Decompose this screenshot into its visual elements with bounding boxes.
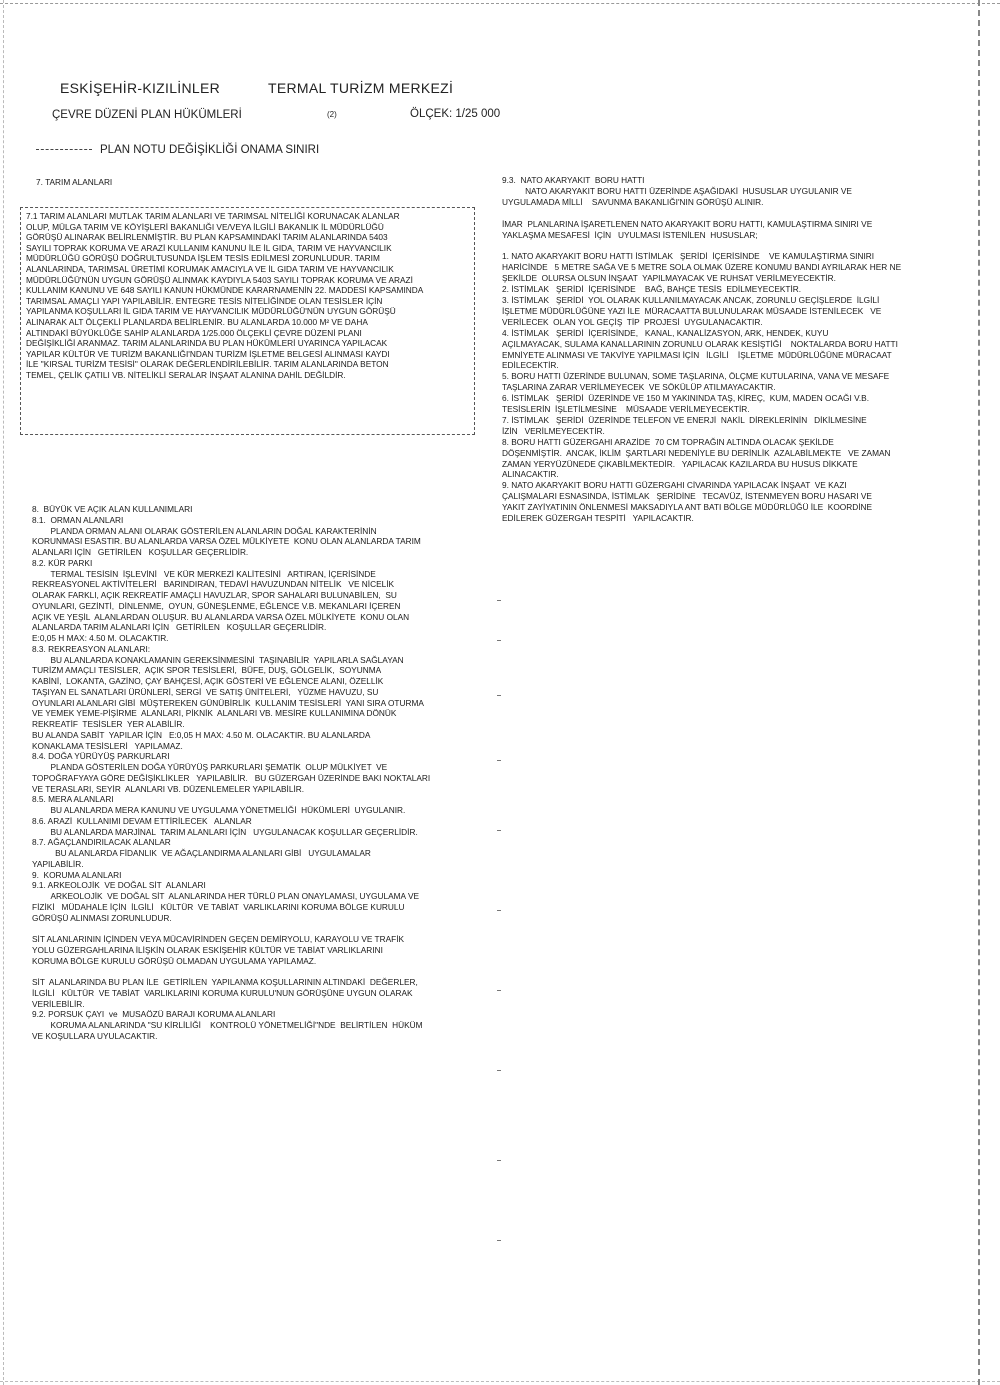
scan-border-bottom xyxy=(0,1381,1000,1382)
title-project: TERMAL TURİZM MERKEZİ xyxy=(268,80,454,96)
document-subtitle: ÇEVRE DÜZENİ PLAN HÜKÜMLERİ xyxy=(52,109,242,121)
section-7-title: 7. TARIM ALANLARI xyxy=(36,177,113,187)
title-location: ESKİŞEHİR-KIZILİNLER xyxy=(60,80,221,96)
scan-border-right xyxy=(978,0,980,1385)
column-divider-marks xyxy=(497,600,503,1300)
scan-border-left xyxy=(3,0,4,1385)
section-9-3-text: 9.3. NATO AKARYAKIT BORU HATTI NATO AKARYAKIT BORU HATTI ÜZERİNDE AŞAĞIDAKİ HUSUSLAR UYGULANIR VE UYGULAMADA MİLLİ SAVUNMA BAKANLIĞI'NIN GÖRÜŞÜ ALINIR. İMAR PLANLARINA İŞARETLENEN NATO AKARYAKIT BORU HATTI, KAMULAŞTIRMA SINIRI VE YAKLAŞMA MESAFESİ İÇİN UYULMASI İSTENİLEN HUSUSLAR; 1. NATO AKARYAKIT BORU HATTI İSTİMLAK ŞERİDİ İÇERİSİNDE VE KAMULAŞTIRMA SINIRI HARİCİNDE 5 METRE SAĞA VE 5 METRE SOLA OLMAK ÜZERE KONUMU BANDI AYRILARAK HER NE ŞEKİLDE OLURSA OLSUN İNŞAAT YAPILMAYACAK VE RUHSAT VERİLMEYECEKTİR. 2. İSTİMLAK ŞERİDİ İÇERİSİNDE BAĞ, BAHÇE TESİS EDİLMEYECEKTİR. 3. İSTİMLAK ŞERİDİ YOL OLARAK KULLANILMAYACAK ANCAK, ZORUNLU GEÇİŞLERDE İLGİLİ İŞLETME MÜDÜRLÜĞÜNE YAZI İLE MÜRACAATTA BULUNULARAK MÜSAADE İSTENİLECEK VE VERİLECEK OLAN YOL GEÇİŞ TİP PROJESİ UYGULANACAKTIR. 4. İSTİMLAK ŞERİDİ İÇERİSİNDE, KANAL, KANALİZASYON, ARK, HENDEK, KUYU AÇILMAYACAK, SULAMA KANALLARININ ZORUNLU OLARAK KESİŞTİĞİ NOKTALARDA BORU HATTI EMNİYETE ALINMASI VE TAKVİYE YAPILMASI İÇİN İLGİLİ İŞLETME MÜDÜRLÜĞÜNE MÜRACAAT EDİLECEKTİR. 5. BORU HATTI ÜZERİNDE BULUNAN, SOME TAŞLARINA, ÖLÇME KUTULARINA, VANA VE MESAFE TAŞLARINA ZARAR VERİLMEYECEK VE SÖKÜLÜP ATILMAYACAKTIR. 6. İSTİMLAK ŞERİDİ ÜZERİNDE VE 150 M YAKININDA TAŞ, KİREÇ, KUM, MADEN OCAĞI V.B. TESİSLERİN İŞLETİLMESİNE MÜSAADE VERİLMEYECEKTİR. 7. İSTİMLAK ŞERİDİ ÜZERİNDE TELEFON VE ENERJİ NAKİL DİREKLERİNİN DİKİLMESİNE İZİN VERİLMEYECEKTİR. 8. BORU HATTI GÜZERGAHI ARAZİDE 70 CM TOPRAĞIN ALTINDA OLACAK ŞEKİLDE DÖŞENMİŞTİR. ANCAK, İKLİM ŞARTLARI NEDENİYLE BU DERİNLİK AZALABİLMEKTE VE ZAMAN ZAMAN YERYÜZÜNEDE ÇIKABİLMEKTEDİR. YAPILACAK KAZILARDA BU HUSUS DİKKATE ALINACAKTIR. 9. NATO AKARYAKIT BORU HATTI GÜZERGAHI CİVARINDA YAPILACAK İNŞAAT VE KAZI ÇALIŞMALARI ESNASINDA, İSTİMLAK ŞERİDİNE TECAVÜZ, İSTENMEYEN BORU HASARI VE YAKIT ZAYİYATININ ÖNLENMESİ MAKSADIYLA ANT BATI BÖLGE MÜDÜRLÜĞÜ İLE KOORDİNE EDİLEREK GÜZERGAH TESPİTİ YAPILACAKTIR. xyxy=(502,175,902,524)
page-marker: (2) xyxy=(327,110,337,119)
legend-dashed-line xyxy=(36,149,92,150)
legend-label: PLAN NOTU DEĞİŞİKLİĞİ ONAMA SINIRI xyxy=(100,144,320,156)
section-7-1-text: 7.1 TARIM ALANLARI MUTLAK TARIM ALANLARI VE TARIMSAL NİTELİĞİ KORUNACAK ALANLAR OLUP, MÜLGA TARIM VE KÖYİŞLERİ BAKANLIĞI VE/VEYA İLGİLİ BAKANLIK İL MÜDÜRLÜĞÜ GÖRÜŞÜ ALINARAK BELİRLENMİŞTİR. BU PLAN KAPSAMINDAKİ TARIM ALANLARINDA 5403 SAYILI TOPRAK KORUMA VE ARAZİ KULLANIM KANUNU İLE İL GIDA, TARIM VE HAYVANCILIK MÜDÜRLÜĞÜ GÖRÜŞÜ DOĞRULTUSUNDA İŞLEM TESİS EDİLMESİ ZORUNLUDUR. TARIM ALANLARINDA, TARIMSAL ÜRETİMİ KORUMAK AMACIYLA VE İL GIDA TARIM VE HAYVANCILIK MÜDÜRLÜĞÜ'NÜN UYGUN GÖRÜŞÜ ALINMAK KAYDIYLA 5403 SAYILI TOPRAK KORUMA VE ARAZİ KULLANIM KANUNU VE 648 SAYILI KANUN HÜKMÜNDE KARARNAMENİN 22. MADDESİ KAPSAMINDA TARIMSAL AMAÇLI YAPI YAPILABİLİR. ENTEGRE TESİS NİTELİĞİNDE OLAN TESİSLER İÇİN YAPILANMA KOŞULLARI İL GIDA TARIM VE HAYVANCILIK MÜDÜRLÜĞÜ'NÜN UYGUN GÖRÜŞÜ ALINARAK ALT ÖLÇEKLİ PLANLARDA BELİRLENİR. BU ALANLARDA 10.000 M² VE DAHA ALTINDAKİ BÜYÜKLÜĞE SAHİP ALANLARDA 1/25.000 ÖLÇEKLİ ÇEVRE DÜZENİ PLANI DEĞİŞİKLİĞİ ARANMAZ. TARIM ALANLARINDA BU PLAN HÜKÜMLERİ UYARINCA YAPILACAK YAPILAR KÜLTÜR VE TURİZM BAKANLIĞI'NDAN TURİZM İŞLETME BELGESİ ALINMASI KAYDI İLE "KIRSAL TURİZM TESİSİ" OLARAK DEĞERLENDİRİLEBİLİR. TARIM ALANLARINDA BETON TEMEL, ÇELİK ÇATILI VB. NİTELİKLİ SERALAR İNŞAAT ALANINA DAHİL DEĞİLDİR. xyxy=(26,211,424,380)
scale-label: ÖLÇEK: 1/25 000 xyxy=(410,108,501,120)
section-8-9-text: 8. BÜYÜK VE AÇIK ALAN KULLANIMLARI 8.1. ORMAN ALANLARI PLANDA ORMAN ALANI OLARAK GÖSTERİLEN ALANLARIN DOĞAL KARAKTERİNİN KORUNMASI ESASTIR. BU ALANLARDA VARSA ÖZEL MÜLKİYETE KONU OLAN ALANLARDA TARIM ALANLARI İÇİN GETİRİLEN KOŞULLAR GEÇERLİDİR. 8.2. KÜR PARKI TERMAL TESİSİN İŞLEVİNİ VE KÜR MERKEZİ KALİTESİNİ ARTIRAN, İÇERİSİNDE REKREASYONEL AKTİVİTELERİ BARINDIRAN, TEDAVİ HAVUZUNDAN NİTELİK VE NİCELİK OLARAK FARKLI, AÇIK REKREATİF AMAÇLI HAVUZLAR, SPOR SAHALARI BULUNABİLEN, SU OYUNLARI, GEZİNTİ, DİNLENME, OYUN, GÜNEŞLENME, EĞLENCE V.B. MEKANLARI İÇEREN AÇIK VE YEŞİL ALANLARDAN OLUŞUR. BU ALANLARDA VARSA ÖZEL MÜLKİYETE KONU OLAN ALANLARDA TARIM ALANLARI İÇİN GETİRİLEN KOŞULLAR GEÇERLİDİR. E:0,05 H MAX: 4.50 M. OLACAKTIR. 8.3. REKREASYON ALANLARI: BU ALANLARDA KONAKLAMANIN GEREKSİNMESİNİ TAŞINABİLİR YAPILARLA SAĞLAYAN TURİZM AMAÇLI TESİSLER, AÇIK SPOR TESİSLERİ, BÜFE, DUŞ, GÖLGELİK, SOYUNMA KABİNİ, LOKANTA, GAZİNO, ÇAY BAHÇESİ, AÇIK GÖSTERİ VE EĞLENCE ALANI, ÖZELLİK TAŞIYAN EL SANATLARI ÜRÜNLERİ, SERGİ VE SATIŞ ÜNİTELERİ, YÜZME HAVUZU, SU OYUNLARI ALANLARI GİBİ MÜŞTEREKEN GÜNÜBİRLİK KULLANIM TESİSLERİ YANI SIRA OTURMA VE YEMEK YEME-PİŞİRME ALANLARI, PİKNİK ALANLARI VB. MESİRE KULLANIMINA DÖNÜK REKREATİF TESİSLER YER ALABİLİR. BU ALANDA SABİT YAPILAR İÇİN E:0,05 H MAX: 4.50 M. OLACAKTIR. BU ALANLARDA KONAKLAMA TESİSLERİ YAPILAMAZ. 8.4. DOĞA YÜRÜYÜŞ PARKURLARI PLANDA GÖSTERİLEN DOĞA YÜRÜYÜŞ PARKURLARI ŞEMATİK OLUP MÜLKİYET VE TOPOĞRAFYAYA GÖRE DEĞİŞİKLİKLER YAPILABİLİR. BU GÜZERGAH ÜZERİNDE BAKI NOKTALARI VE TERASLARI, SEYİR ALANLARI VB. DÜZENLEMELER YAPILABİLİR. 8.5. MERA ALANLARI BU ALANLARDA MERA KANUNU VE UYGULAMA YÖNETMELİĞİ HÜKÜMLERİ UYGULANIR. 8.6. ARAZİ KULLANIMI DEVAM ETTİRİLECEK ALANLAR BU ALANLARDA MARJİNAL TARIM ALANLARI İÇİN UYGULANACAK KOŞULLAR GEÇERLİDİR. 8.7. AĞAÇLANDIRILACAK ALANLAR BU ALANLARDA FİDANLIK VE AĞAÇLANDIRMA ALANLARI GİBİ UYGULAMALAR YAPILABİLİR. 9. KORUMA ALANLARI 9.1. ARKEOLOJİK VE DOĞAL SİT ALANLARI ARKEOLOJİK VE DOĞAL SİT ALANLARINDA HER TÜRLÜ PLAN ONAYLAMASI, UYGULAMA VE FİZİKİ MÜDAHALE İÇİN İLGİLİ KÜLTÜR VE TABİAT VARLIKLARINI KORUMA BÖLGE KURULU GÖRÜŞÜ ALINMASI ZORUNLUDUR. SİT ALANLARININ İÇİNDEN VEYA MÜCAVİRİNDEN GEÇEN DEMİRYOLU, KARAYOLU VE TRAFİK YOLU GÜZERGAHLARINA İLİŞKİN OLARAK ESKİŞEHİR KÜLTÜR VE TABİAT VARLIKLARINI KORUMA BÖLGE KURULU GÖRÜŞÜ OLMADAN UYGULAMA YAPILAMAZ. SİT ALANLARINDA BU PLAN İLE GETİRİLEN YAPILANMA KOŞULLARININ ALTINDAKİ DEĞERLER, İLGİLİ KÜLTÜR VE TABİAT VARLIKLARINI KORUMA KURULU'NUN GÖRÜŞÜNE UYGUN OLARAK VERİLEBİLİR. 9.2. PORSUK ÇAYI ve MUSAÖZÜ BARAJI KORUMA ALANLARI KORUMA ALANLARINDA "SU KİRLİLİĞİ KONTROLÜ YÖNETMELİĞİ"NDE BELİRTİLEN HÜKÜM VE KOŞULLARA UYULACAKTIR. xyxy=(32,504,431,1041)
scan-border-top xyxy=(0,3,1000,4)
